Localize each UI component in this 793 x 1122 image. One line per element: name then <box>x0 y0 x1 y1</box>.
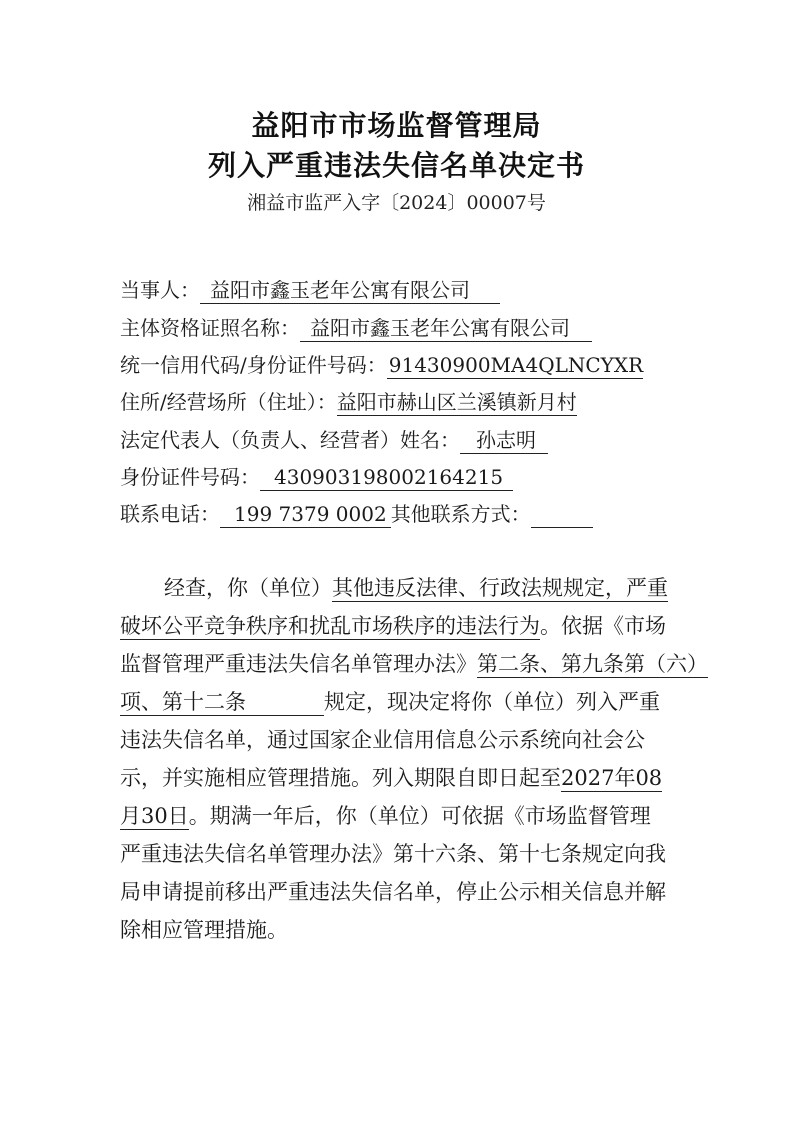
agency-title: 益阳市市场监督管理局 <box>251 109 542 142</box>
body-line-1 <box>164 572 724 602</box>
address-value: 益阳市赫山区兰溪镇新月村 <box>336 390 577 414</box>
party-label: 当事人： <box>120 278 200 302</box>
phone-value: 199 7379 0002 <box>220 503 391 528</box>
body-text-segment: 。期满一年后，你（单位）可依据《市场监督管理 <box>188 804 651 828</box>
legal-basis-text: 第二条、第九条第（六） <box>477 652 708 676</box>
body-line-6 <box>120 762 680 792</box>
license-name-value: 益阳市鑫玉老年公寓有限公司 <box>300 317 592 342</box>
body-line-2 <box>120 610 680 640</box>
license-name-field <box>120 312 592 342</box>
party-value: 益阳市鑫玉老年公寓有限公司 <box>200 279 500 304</box>
phone-label: 联系电话： <box>120 502 220 526</box>
body-text-segment: 监督管理严重违法失信名单管理办法》 <box>120 652 477 676</box>
body-text-segment: 。依据《市场 <box>540 614 666 638</box>
address-label: 住所/经营场所（住址）： <box>120 390 337 414</box>
body-text-segment: 经查，你（单位） <box>164 576 332 600</box>
body-line-9: 局申请提前移出严重违法失信名单，停止公示相关信息并解 <box>120 880 666 904</box>
body-line-5: 违法失信名单，通过国家企业信用信息公示系统向社会公 <box>120 728 645 752</box>
body-line-10: 除相应管理措施。 <box>120 918 288 942</box>
id-number-value: 430903198002164215 <box>260 466 513 491</box>
address-field <box>120 386 577 416</box>
legal-basis-text: 项、第十二条 <box>120 690 246 714</box>
credit-code-label: 统一信用代码/身份证件号码： <box>120 353 387 377</box>
document-title: 列入严重违法失信名单决定书 <box>207 149 585 182</box>
id-number-field <box>120 461 513 491</box>
credit-code-field <box>120 349 643 379</box>
body-line-7 <box>120 800 680 830</box>
end-date-text: 2027年08 <box>561 766 663 790</box>
legal-rep-field <box>120 424 548 454</box>
body-line-4 <box>120 686 680 716</box>
violation-text: 破坏公平竞争秩序和扰乱市场秩序的违法行为 <box>120 614 540 638</box>
id-number-label: 身份证件号码： <box>120 465 260 489</box>
body-text-segment: 规定，现决定将你（单位）列入严重 <box>324 690 660 714</box>
party-field <box>120 274 500 304</box>
violation-text: 其他违反法律、行政法规规定，严重 <box>332 576 668 600</box>
body-line-8: 严重违法失信名单管理办法》第十六条、第十七条规定向我 <box>120 842 666 866</box>
credit-code-value: 91430900MA4QLNCYXR <box>388 353 644 377</box>
other-contact-blank <box>531 507 593 528</box>
legal-basis-blank <box>246 695 324 716</box>
license-name-label: 主体资格证照名称： <box>120 316 300 340</box>
legal-rep-label: 法定代表人（负责人、经营者）姓名： <box>120 428 460 452</box>
end-date-text: 月30日 <box>120 804 189 828</box>
body-line-3 <box>120 648 708 678</box>
body-text-segment: 示，并实施相应管理措施。列入期限自即日起至 <box>120 766 561 790</box>
legal-rep-value: 孙志明 <box>460 429 548 454</box>
other-contact-label: 其他联系方式： <box>390 502 531 526</box>
phone-field <box>120 498 593 528</box>
document-number: 湘益市监严入字〔2024〕00007号 <box>247 192 546 214</box>
